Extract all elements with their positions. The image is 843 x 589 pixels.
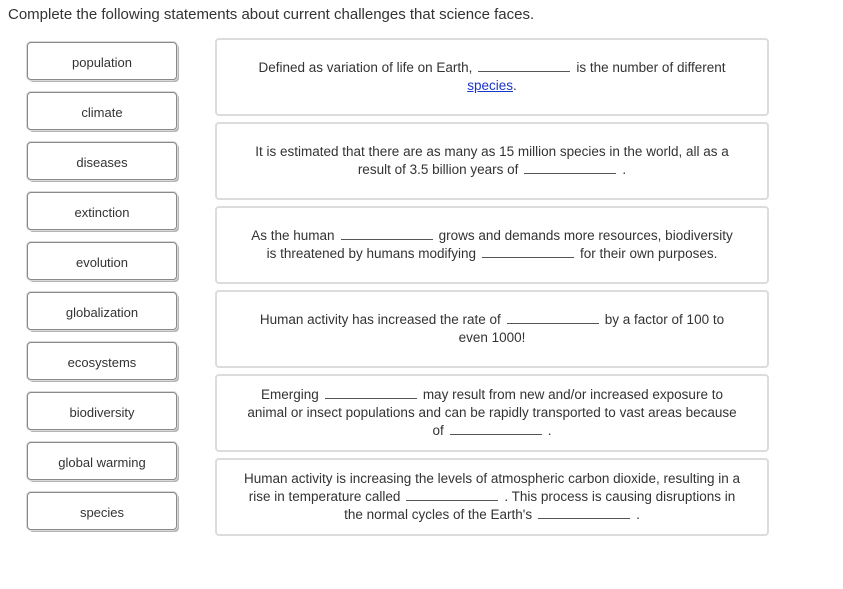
- word-tile-diseases[interactable]: diseases: [27, 142, 177, 180]
- drop-blank-4a[interactable]: [507, 311, 599, 324]
- statement-5-part-a: Emerging: [261, 387, 319, 402]
- statement-6-part-b: . This process is causing disruptions in the normal cycles of the Earth's: [344, 489, 736, 522]
- statement-1-text: [237, 59, 747, 95]
- drop-blank-2a[interactable]: [524, 161, 616, 174]
- statement-6: [215, 458, 769, 536]
- statement-4-part-a: Human activity has increased the rate of: [259, 312, 501, 327]
- statement-2: [215, 122, 769, 200]
- word-tile-population[interactable]: population: [27, 42, 177, 80]
- drop-blank-6b[interactable]: [538, 506, 630, 519]
- statement-2-text: [237, 143, 747, 179]
- statement-3-part-b: grows and demands more resources, biodiversity is threatened by humans modifying: [266, 228, 733, 261]
- statement-3-part-a: As the human: [251, 228, 335, 243]
- statement-5-part-b: may result from new and/or increased exposure to animal or insect populations and can be rapidly transported to vast areas because of: [247, 387, 737, 438]
- statement-3-text: [247, 227, 737, 263]
- statement-5-end: .: [547, 423, 552, 438]
- statement-1: [215, 38, 769, 116]
- drop-blank-3a[interactable]: [341, 227, 433, 240]
- statement-3: [215, 206, 769, 284]
- statement-4-part-b: by a factor of 100 to even 1000!: [458, 312, 725, 345]
- drop-blank-6a[interactable]: [406, 488, 498, 501]
- statement-1-part-a: Defined as variation of life on Earth,: [258, 60, 473, 75]
- word-tile-globalization[interactable]: globalization: [27, 292, 177, 330]
- statement-6-text: [242, 470, 742, 524]
- statement-3-part-c: for their own purposes.: [580, 246, 718, 261]
- word-tile-species[interactable]: species: [27, 492, 177, 530]
- drop-blank-3b[interactable]: [482, 245, 574, 258]
- statement-4-text: [247, 311, 737, 347]
- statement-1-part-b: is the number of different: [576, 60, 726, 75]
- statement-5-text: [247, 386, 737, 440]
- statement-5: [215, 374, 769, 452]
- statement-1-end: .: [513, 78, 517, 93]
- word-tile-global-warming[interactable]: global warming: [27, 442, 177, 480]
- word-tile-extinction[interactable]: extinction: [27, 192, 177, 230]
- statement-2-end: .: [622, 162, 627, 177]
- statement-2-part-a: It is estimated that there are as many as 15 million species in the world, all as a result of 3.5 billion years of: [255, 144, 729, 177]
- statement-4: [215, 290, 769, 368]
- question-prompt: Complete the following statements about current challenges that science faces.: [8, 6, 535, 23]
- word-tile-climate[interactable]: climate: [27, 92, 177, 130]
- drop-blank-1a[interactable]: [478, 59, 570, 72]
- statement-6-end: .: [636, 507, 640, 522]
- drop-blank-5b[interactable]: [450, 422, 542, 435]
- drop-blank-5a[interactable]: [325, 386, 417, 399]
- statement-6-part-a: Human activity is increasing the levels of atmospheric carbon dioxide, resulting in a rise in temperature called: [244, 471, 740, 504]
- word-tile-ecosystems[interactable]: ecosystems: [27, 342, 177, 380]
- word-tile-biodiversity[interactable]: biodiversity: [27, 392, 177, 430]
- word-tile-evolution[interactable]: evolution: [27, 242, 177, 280]
- species-link[interactable]: species: [467, 78, 513, 93]
